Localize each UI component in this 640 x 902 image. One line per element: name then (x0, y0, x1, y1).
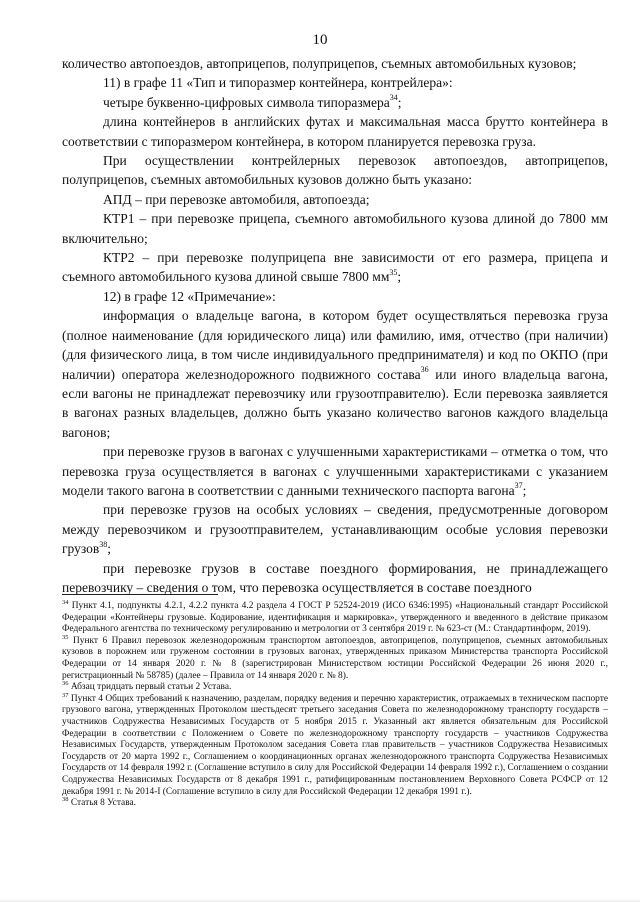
paragraph-text-tail: ; (107, 541, 112, 557)
paragraph-text: КТР2 – при перевозке полуприцепа вне зависимости от его размера, прицепа и съемного автомобильного кузова длиной свыше 7800 мм (62, 250, 608, 285)
footnote (62, 682, 608, 694)
page-number: 10 (312, 32, 328, 48)
paragraph (62, 306, 608, 442)
footnotes (62, 598, 608, 810)
paragraph-text-tail: или иного владельца вагона, если вагоны не принадлежат перевозчику или грузоотправителю). Если перевозка заявляется в вагонах разных владельцев, должно быть указано количество вагонов каждого владельца вагонов; (62, 366, 608, 440)
paragraph-text: При осуществлении контрейлерных перевозок автопоездов, автоприцепов, полуприцепов, съемных автомобильных кузовов должно быть указано: (62, 153, 608, 188)
footnote (62, 691, 608, 798)
paragraph (62, 151, 608, 190)
footnote-reference[interactable]: 37 (514, 481, 523, 491)
paragraph-text: информация о владельце вагона, в котором будет осуществляться перевозка груза (полное наименование (для юридического лица) или фамилию, имя, отчество (при наличии) (для физического лица, в том числе индивидуального предпринимателя) и код по ОКПО (при наличии) оператора железнодорожного подвижного состава (62, 308, 608, 382)
paragraph-text: 12) в графе 12 «Примечание»: (103, 288, 276, 304)
paragraph-text: 11) в графе 11 «Тип и типоразмер контейнера, контрейлера»: (103, 75, 453, 91)
paragraph-text: четыре буквенно-цифровых символа типоразмера (103, 94, 390, 110)
footnote-reference[interactable]: 35 (389, 267, 398, 277)
main-text (62, 54, 608, 597)
footnote (62, 598, 608, 636)
paragraph (62, 442, 608, 500)
footnote-number: 38 (62, 795, 69, 803)
footnote-number: 34 (62, 598, 69, 606)
paragraph (62, 190, 608, 209)
footnote-text: Абзац тридцать первый статьи 2 Устава. (68, 682, 232, 693)
paragraph-text-tail: ; (397, 269, 402, 285)
paragraph (62, 93, 608, 112)
footnote-number: 37 (62, 691, 69, 699)
paragraph (62, 112, 608, 151)
paragraph-text: АПД – при перевозке автомобиля, автопоезда; (103, 191, 370, 207)
footnote (62, 633, 608, 682)
footnote-text: Пункт 4.1, подпункты 4.2.1, 4.2.2 пункта 4.2 раздела 4 ГОСТ Р 52524-2019 (ИСО 6346:1995) «Национальный стандарт Российской Федерации «Контейнеры грузовые. Кодирование, идентификация и маркировка», утвержденного и введенного в действие приказом Федерального агентства по техническому регулированию и метрологии от 3 сентября 2019 г. № 623-ст (М.: Стандартинформ, 2019). (62, 601, 608, 635)
paragraph (62, 500, 608, 558)
footnote-number: 36 (62, 680, 69, 688)
footnote-text: Пункт 4 Общих требований к назначению, разделам, порядку ведения и перечню характеристик, отражаемых в техническом паспорте грузового вагона, утвержденных Протоколом шестьдесят третьего заседания Совета по железнодорожному транспорту государств – участников Содружества Независимых Государств от 5 ноября 2015 г. Указанный акт является обязательным для Российской Федерации в соответствии с Положением о Совете по железнодорожному транспорту государств – участников Содружества Независимых Государств, утвержденным Протоколом заседания Совета глав правительств – участников Содружества Независимых Государств от 20 марта 1992 г., Соглашением о координационных органах железнодорожного транспорта Содружества Независимых Государств от 14 февраля 1992 г. (Соглашение вступило в силу для Российской Федерации 14 февраля 1992 г.), Соглашением о создании Содружества Независимых Государств от 8 декабря 1991 г., ратифицированным постановлением Верховного Совета РСФСР от 12 декабря 1991 г. № 2014-I (Соглашение вступило в силу для Российской Федерации 12 декабря 1991 г.). (62, 693, 608, 797)
paragraph-text: при перевозке грузов в вагонах с улучшенными характеристиками – отметка о том, что перевозка груза осуществляется в вагонах с улучшенными характеристиками с указанием модели такого вагона в соответствии с данными технического паспорта вагона (62, 444, 608, 498)
footnote-reference[interactable]: 34 (389, 93, 398, 103)
paragraph-text-tail: ; (397, 94, 402, 110)
footnote-number: 35 (62, 633, 69, 641)
paragraph-text: при перевозке грузов на особых условиях – сведения, предусмотренные договором между перевозчиком и грузоотправителем, устанавливающим особые условия перевозки грузов (62, 502, 608, 557)
footnote-text: Пункт 6 Правил перевозок железнодорожным транспортом автопоездов, автоприцепов, полуприцепов, съемных автомобильных кузовов в порожнем или груженом состоянии в грузовых вагонах, утвержденных приказом Министерства транспорта Российской Федерации от 14 января 2020 г. № 8 (зарегистрирован Министерством юстиции Российской Федерации 26 июня 2020 г., регистрационный № 58785) (далее – Правила от 14 января 2020 г. № 8). (62, 635, 608, 681)
paragraph-text: количество автопоездов, автоприцепов, полуприцепов, съемных автомобильных кузовов; (62, 56, 577, 71)
paragraph (62, 287, 608, 306)
paragraph (62, 54, 608, 73)
footnote (62, 795, 608, 810)
footnote-text: Статья 8 Устава. (68, 798, 137, 809)
paragraph (62, 209, 608, 248)
footnote-reference[interactable]: 38 (99, 539, 108, 549)
paragraph-text-tail: ; (522, 482, 527, 498)
footnote-reference[interactable]: 36 (420, 365, 429, 374)
paragraph-text: КТР1 – при перевозке прицепа, съемного автомобильного кузова длиной до 7800 мм включительно; (62, 211, 608, 246)
footnote-divider (62, 594, 218, 595)
paragraph-text: длина контейнеров в английских футах и максимальная масса брутто контейнера в соответствии с типоразмером контейнера, в котором планируется перевозка груза. (62, 114, 608, 149)
paragraph (62, 73, 608, 92)
paragraph-text: при перевозке грузов в составе поездного формирования, не принадлежащего перевозчику – сведения о том, что перевозка осуществляется в составе поездного (62, 560, 608, 595)
paragraph (62, 559, 608, 598)
paragraph (62, 248, 608, 287)
